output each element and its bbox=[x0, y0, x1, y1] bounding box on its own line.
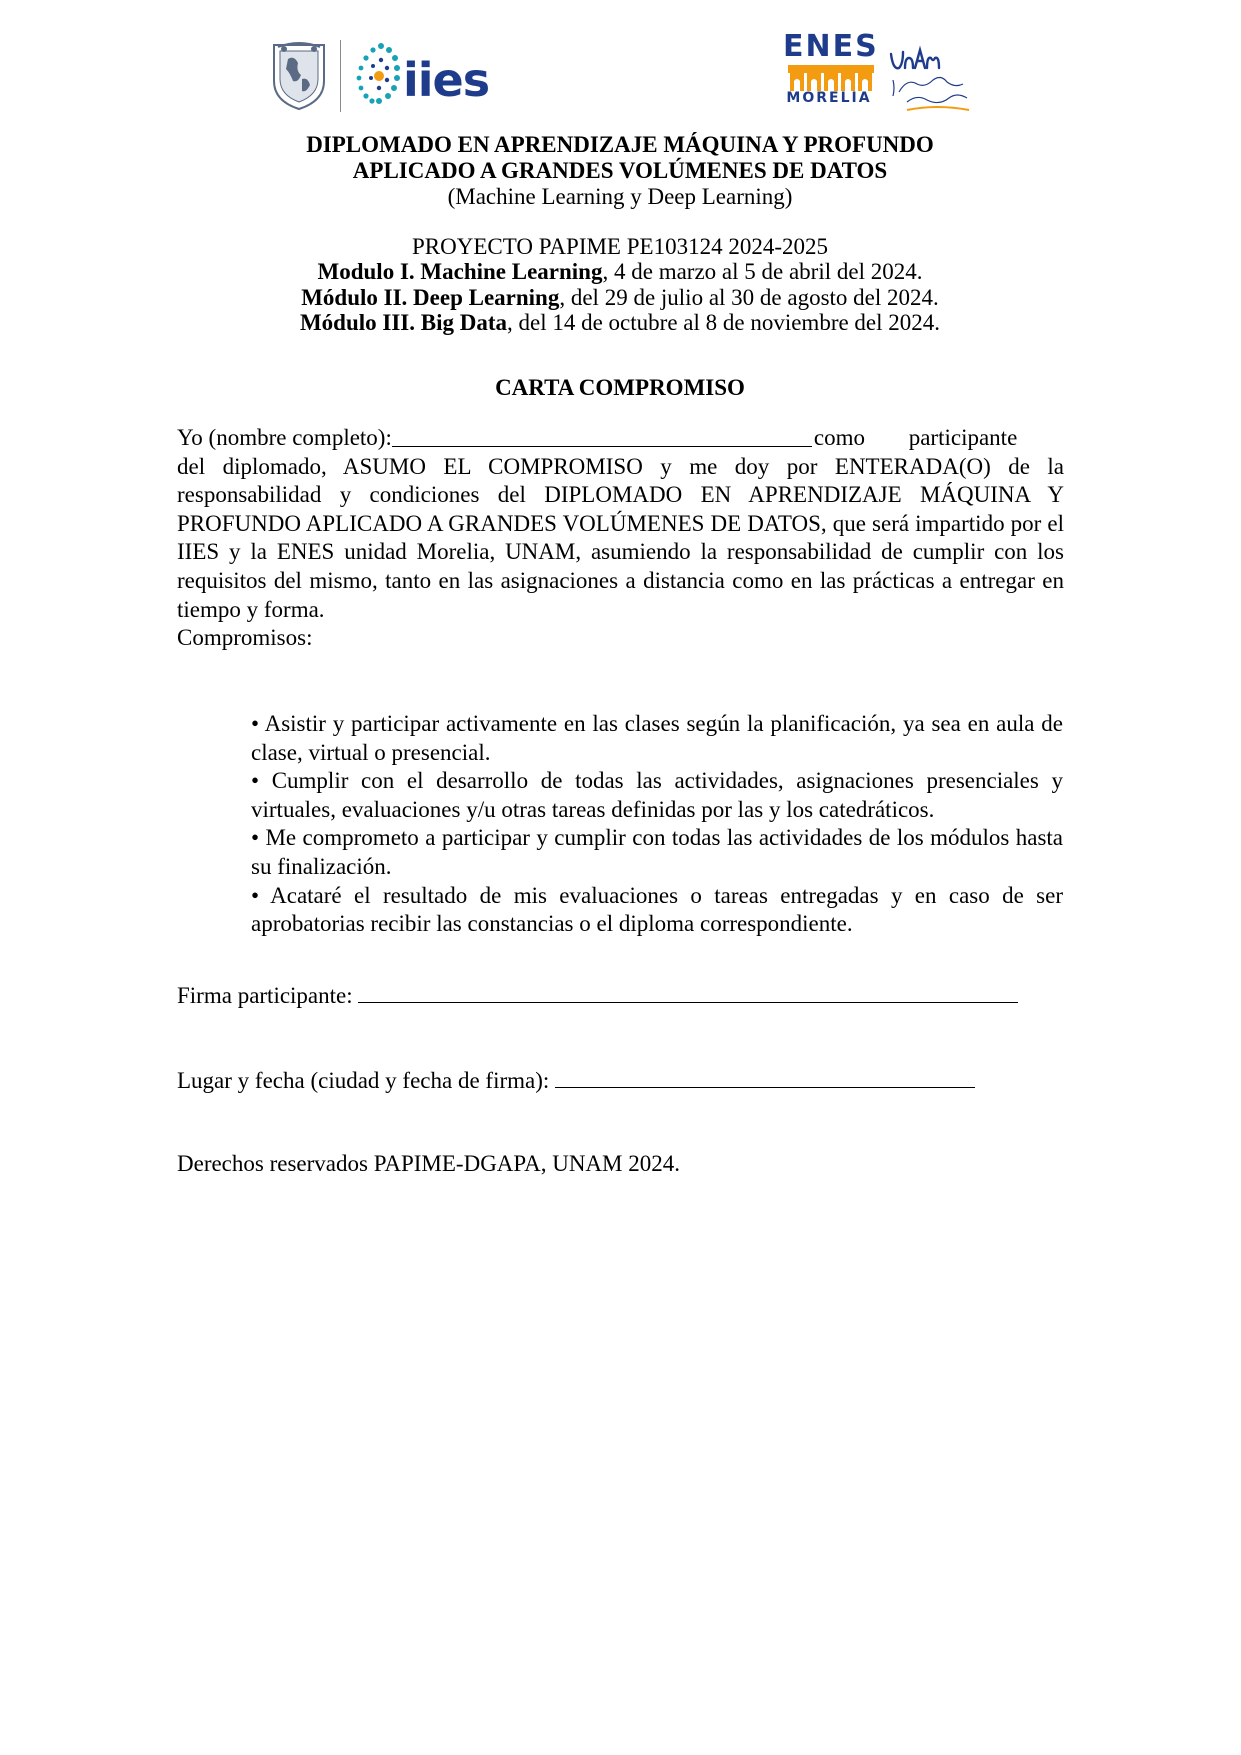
diplomado-subtitle: (Machine Learning y Deep Learning) bbox=[447, 184, 793, 209]
carta-compromiso-heading: CARTA COMPROMISO bbox=[495, 375, 745, 400]
module-2-label: Módulo II. Deep Learning bbox=[301, 285, 560, 310]
signature-label: Firma participante: bbox=[177, 983, 359, 1008]
header-logos-right bbox=[783, 30, 973, 116]
commitment-item: • Asistir y participar activamente en las clases según la planificación, ya sea en aula de clase, virtual o presencial. bbox=[251, 711, 1063, 765]
module-3 bbox=[168, 310, 1072, 336]
diplomado-title-line2: APLICADO A GRANDES VOLÚMENES DE DATOS bbox=[352, 158, 888, 183]
morelia-text-logo: MORELIA bbox=[786, 90, 872, 106]
name-prompt: Yo (nombre completo): bbox=[177, 425, 392, 450]
unam-seal-logo bbox=[268, 41, 330, 111]
commitment-item: • Acataré el resultado de mis evaluaciones o tareas entregadas y en caso de ser aprobatorias recibir las constancias o el diploma correspondiente. bbox=[251, 882, 1063, 937]
commitments-label: Compromisos: bbox=[177, 625, 313, 651]
diplomado-title-line1: DIPLOMADO EN APRENDIZAJE MÁQUINA Y PROFUNDO bbox=[306, 132, 934, 157]
name-blank-field[interactable] bbox=[392, 424, 812, 447]
logo-divider bbox=[340, 40, 341, 112]
letter-body-rest: del diplomado, ASUMO EL COMPROMISO y me doy por ENTERADA(O) de la responsabilidad y condiciones del DIPLOMADO EN APRENDIZAJE MÁQUINA Y PROFUNDO APLICADO A GRANDES VOLÚMENES DE DATOS, que será impartido por el IIES y la ENES unidad Morelia, UNAM, asumiendo la responsabilidad de cumplir con los requisitos del mismo, tanto en las asignaciones a distancia como en las prácticas a entregar en tiempo y forma. bbox=[177, 453, 1064, 622]
module-1-dates: , 4 de marzo al 5 de abril del 2024. bbox=[602, 259, 923, 284]
unam-script-logo bbox=[887, 44, 973, 114]
copyright-notice: Derechos reservados PAPIME-DGAPA, UNAM 2024. bbox=[177, 1151, 680, 1176]
signature-field[interactable] bbox=[358, 980, 1018, 1003]
enes-arches-icon bbox=[788, 65, 874, 91]
enes-text-logo: ENES bbox=[783, 29, 879, 64]
module-1-label: Modulo I. Machine Learning bbox=[317, 259, 603, 284]
place-date-field[interactable] bbox=[555, 1065, 975, 1088]
iies-text-logo: iies bbox=[403, 53, 490, 107]
commitment-item: • Me comprometo a participar y cumplir con todas las actividades de los módulos hasta su finalización. bbox=[251, 825, 1063, 879]
iies-logo bbox=[351, 38, 401, 114]
letter-body bbox=[177, 424, 1064, 653]
module-3-label: Módulo III. Big Data bbox=[299, 310, 507, 335]
module-2 bbox=[168, 285, 1072, 311]
place-date-label: Lugar y fecha (ciudad y fecha de firma): bbox=[177, 1068, 556, 1093]
module-2-dates: , del 29 de julio al 30 de agosto del 2024. bbox=[559, 285, 939, 310]
signature-row bbox=[177, 980, 1018, 1010]
project-name: PROYECTO PAPIME PE103124 2024-2025 bbox=[412, 234, 828, 259]
as-participant-text bbox=[812, 424, 1064, 453]
module-1 bbox=[168, 259, 1072, 285]
place-date-row bbox=[177, 1065, 975, 1095]
commitment-item: • Cumplir con el desarrollo de todas las actividades, asignaciones presenciales y virtuales, evaluaciones y/u otras tareas definidas por las y los catedráticos. bbox=[251, 768, 1063, 822]
name-line bbox=[177, 424, 1064, 453]
commitments-list bbox=[251, 710, 1063, 939]
como-participante: como participante bbox=[813, 425, 1018, 450]
header-logos-left bbox=[268, 36, 489, 116]
module-3-dates: , del 14 de octubre al 8 de noviembre del 2024. bbox=[507, 310, 941, 335]
